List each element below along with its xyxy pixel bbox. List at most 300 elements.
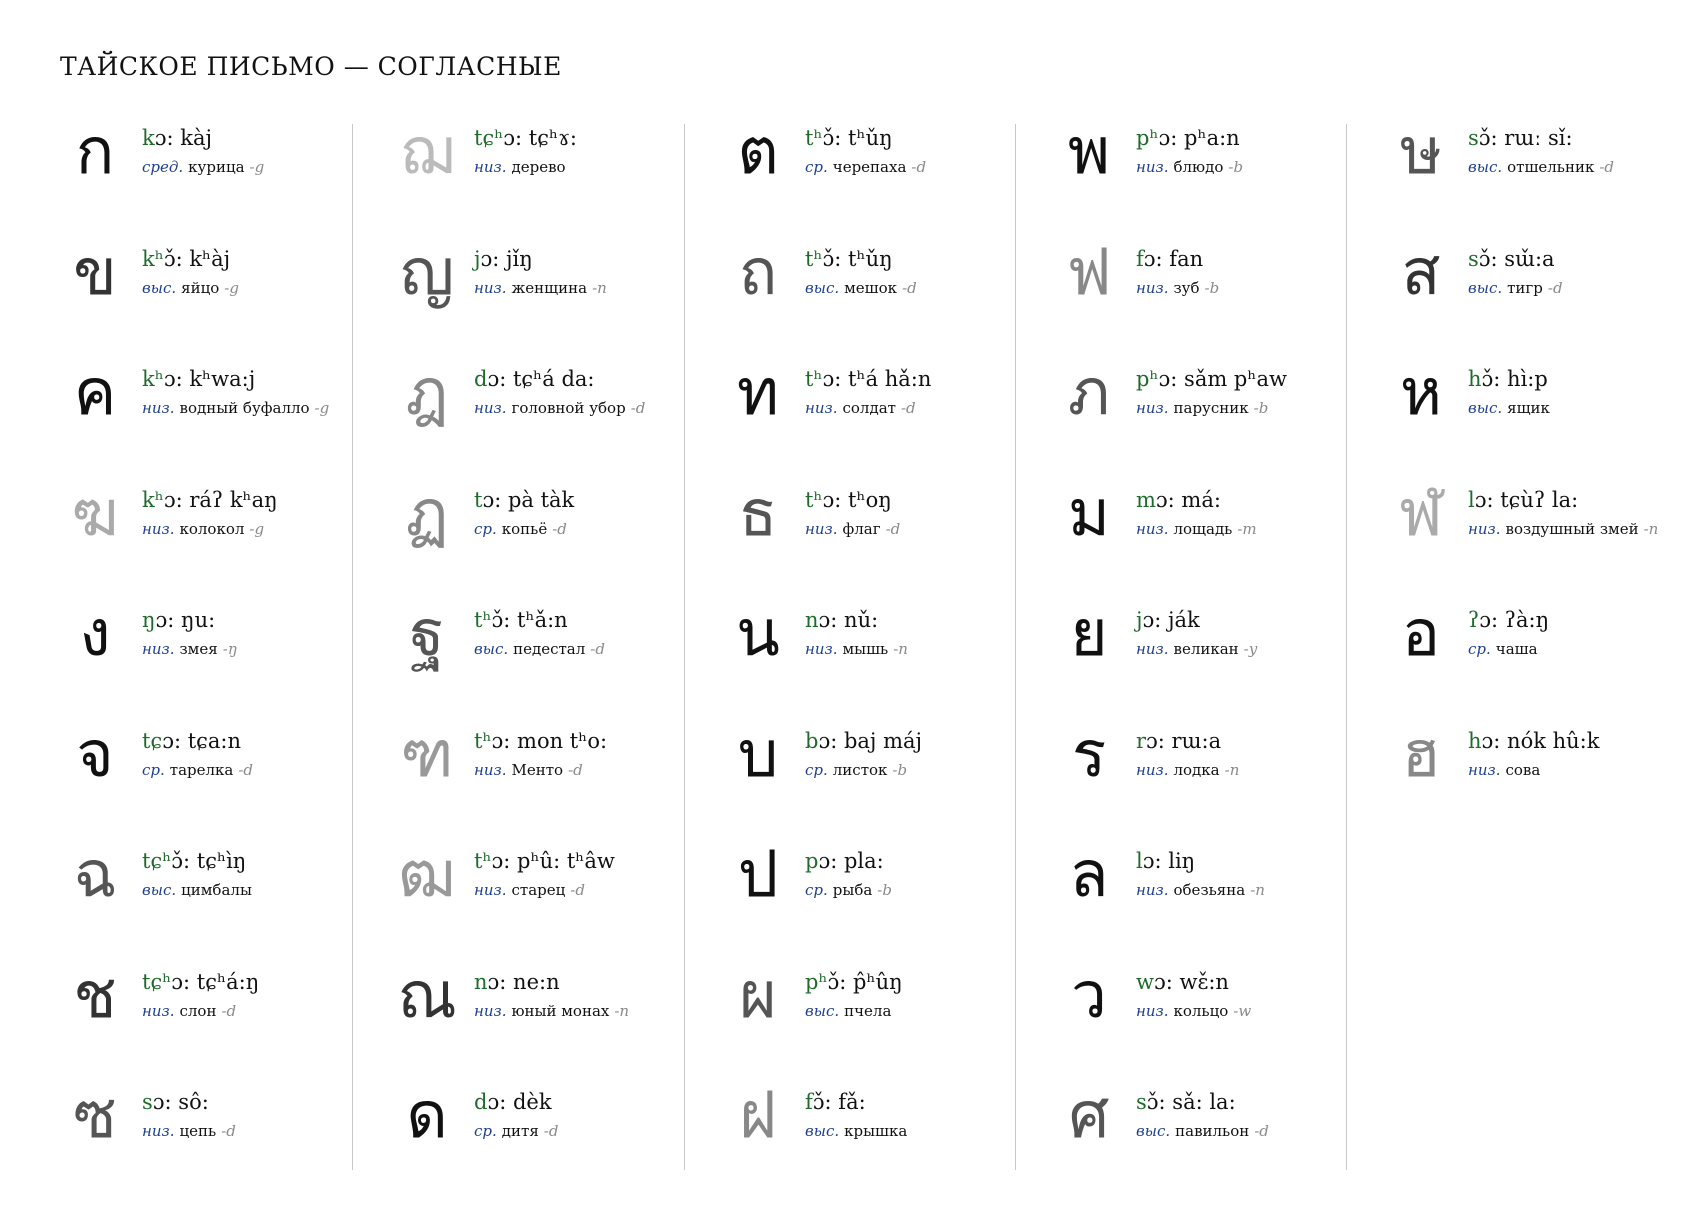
letter-name-text: ɔ̌: tʰǎ:n	[491, 608, 568, 632]
final-sound: -g	[224, 278, 239, 297]
thai-letter: ฉ	[73, 838, 117, 912]
consonant-class: низ.	[1136, 519, 1169, 538]
letter-name	[1136, 608, 1200, 632]
letter-name	[474, 849, 615, 873]
initial-sound: tʰ	[474, 849, 492, 873]
consonant-class: выс.	[142, 881, 177, 899]
consonant-entry	[60, 235, 380, 361]
meaning: педестал	[513, 640, 586, 658]
thai-letter: ล	[1069, 838, 1109, 912]
initial-sound: tʰ	[474, 608, 492, 632]
thai-letter: ศ	[1068, 1079, 1110, 1153]
consonant-entry	[392, 1079, 712, 1204]
letter-name-text: ɔ: ʔà:ŋ	[1479, 608, 1550, 632]
letter-meta	[474, 279, 607, 297]
page-title: ТАЙСКОЕ ПИСЬМО — СОГЛАСНЫЕ	[60, 52, 562, 81]
consonant-entry	[60, 717, 380, 843]
thai-letter: ง	[79, 597, 111, 671]
final-sound: -d	[630, 399, 646, 417]
initial-sound: tɕʰ	[474, 126, 504, 150]
meaning: мешок	[844, 278, 898, 297]
final-sound: -n	[592, 278, 607, 297]
meaning: крышка	[844, 1122, 908, 1140]
consonant-entry	[723, 356, 1043, 481]
consonant-entry	[60, 115, 380, 240]
letter-name-text: ɔ̌: kʰàj	[163, 246, 231, 271]
consonant-entry	[60, 958, 380, 1084]
thai-letter: ษ	[1399, 115, 1443, 189]
meaning: змея	[179, 640, 218, 658]
final-sound: -n	[614, 1001, 630, 1020]
consonant-class: низ.	[1136, 158, 1169, 176]
meaning: обезьяна	[1173, 881, 1246, 899]
consonant-entry	[723, 958, 1043, 1084]
initial-sound: s	[1468, 126, 1479, 150]
consonant-class: низ.	[1136, 278, 1169, 297]
consonant-entry	[60, 597, 380, 722]
consonant-entry	[1054, 597, 1374, 722]
letter-name-text: ɔ̌: tɕʰìŋ	[171, 849, 247, 873]
thai-letter: ฎ	[405, 356, 449, 430]
thai-letter: ฮ	[1401, 717, 1441, 792]
thai-letter: ธ	[738, 476, 778, 551]
consonant-entry	[392, 356, 712, 481]
thai-letter: ด	[406, 1079, 448, 1153]
letter-name-text: ɔ: jǐŋ	[480, 246, 533, 271]
initial-sound: p	[805, 849, 819, 873]
initial-sound: d	[474, 1090, 488, 1114]
letter-name-text: ɔ: kʰwa:j	[163, 367, 256, 391]
letter-name-text: ɔ: ráʔ kʰaŋ	[163, 487, 278, 512]
thai-letter: ผ	[739, 958, 777, 1033]
letter-name	[474, 488, 574, 512]
initial-sound: tɕ	[142, 728, 163, 753]
initial-sound: pʰ	[1136, 367, 1159, 391]
consonant-class: выс.	[474, 640, 509, 658]
thai-letter: ณ	[397, 958, 457, 1033]
initial-sound: n	[474, 969, 488, 994]
letter-name-text: ɔ̌: fǎ:	[812, 1090, 866, 1114]
consonant-class: низ.	[1136, 640, 1169, 658]
letter-name	[142, 970, 259, 994]
letter-meta	[1136, 761, 1239, 779]
consonant-class: выс.	[805, 278, 840, 297]
meaning: солдат	[842, 399, 896, 417]
letter-meta	[474, 761, 583, 779]
consonant-class: низ.	[1136, 760, 1169, 779]
letter-name-text: ɔ: fan	[1143, 246, 1204, 271]
consonant-class: низ.	[805, 399, 838, 417]
final-sound: -d	[221, 1122, 236, 1140]
letter-meta	[805, 881, 892, 899]
meaning: павильон	[1175, 1122, 1250, 1140]
letter-name-text: ɔ: má:	[1155, 487, 1221, 512]
initial-sound: s	[1136, 1090, 1147, 1114]
consonant-entry	[723, 717, 1043, 843]
letter-name-text: ɔ̌: p̂ʰûŋ	[827, 969, 903, 994]
letter-name	[1136, 488, 1221, 512]
initial-sound: m	[1136, 487, 1156, 512]
initial-sound: tɕʰ	[142, 849, 172, 873]
letter-name-text: ɔ: tɕʰɤ:	[503, 126, 578, 150]
initial-sound: kʰ	[142, 367, 164, 391]
initial-sound: tɕʰ	[142, 969, 172, 994]
letter-name	[1468, 608, 1549, 632]
consonant-entry	[1054, 1079, 1374, 1204]
letter-meta	[1468, 640, 1538, 658]
letter-name	[474, 970, 560, 994]
consonant-entry	[60, 356, 380, 481]
letter-name	[805, 488, 892, 512]
letter-meta	[474, 520, 567, 538]
final-sound: -d	[590, 640, 605, 658]
consonant-class: низ.	[805, 519, 838, 538]
letter-name	[474, 126, 577, 150]
initial-sound: kʰ	[142, 246, 164, 271]
initial-sound: t	[474, 487, 483, 512]
final-sound: -m	[1237, 519, 1257, 538]
letter-name-text: ɔ: mon tʰo:	[491, 728, 608, 753]
final-sound: -d	[221, 1001, 237, 1020]
initial-sound: k	[142, 126, 155, 150]
consonant-class: низ.	[1468, 760, 1501, 779]
consonant-class: ср.	[142, 760, 165, 779]
initial-sound: l	[1136, 849, 1143, 873]
thai-letter: ต	[737, 115, 779, 189]
consonant-class: низ.	[474, 1001, 507, 1020]
final-sound: -y	[1243, 640, 1258, 658]
meaning: парусник	[1173, 399, 1249, 417]
letter-name	[1468, 488, 1578, 512]
letter-name	[474, 1090, 552, 1114]
letter-name	[805, 608, 878, 632]
meaning: мышь	[842, 640, 889, 658]
letter-name-text: ɔ: tɕùʔ la:	[1474, 487, 1579, 512]
thai-letter: ซ	[73, 1079, 117, 1153]
meaning: ящик	[1507, 399, 1550, 417]
initial-sound: tʰ	[805, 367, 823, 391]
initial-sound: kʰ	[142, 487, 164, 512]
final-sound: -d	[885, 519, 901, 538]
meaning: цепь	[179, 1122, 217, 1140]
consonant-entry	[392, 958, 712, 1084]
consonant-class: низ.	[142, 1001, 175, 1020]
consonant-class: низ.	[474, 278, 507, 297]
thai-letter: บ	[737, 717, 779, 792]
thai-letter: ค	[73, 356, 117, 430]
meaning: тигр	[1507, 278, 1543, 297]
letter-name	[142, 608, 215, 632]
consonant-class: низ.	[1136, 1001, 1169, 1020]
thai-letter: ว	[1071, 958, 1107, 1033]
meaning: женщина	[511, 278, 588, 297]
meaning: колокол	[179, 519, 245, 538]
consonant-entry	[1054, 356, 1374, 481]
letter-meta	[1136, 881, 1265, 899]
consonant-class: ср.	[474, 519, 497, 538]
letter-name	[142, 849, 246, 873]
consonant-entry	[392, 115, 712, 240]
thai-letter: ฏ	[405, 476, 449, 551]
thai-letter: น	[736, 597, 780, 671]
final-sound: -d	[568, 760, 583, 779]
letter-meta	[805, 399, 916, 417]
letter-name	[1468, 247, 1555, 271]
meaning: флаг	[842, 519, 881, 538]
final-sound: -d	[902, 278, 917, 297]
meaning: лощадь	[1173, 519, 1233, 538]
letter-meta	[1468, 158, 1614, 176]
final-sound: -d	[552, 519, 567, 538]
consonant-entry	[723, 1079, 1043, 1204]
initial-sound: tʰ	[474, 728, 492, 753]
thai-letter: ข	[73, 235, 117, 310]
consonant-class: выс.	[142, 278, 177, 297]
letter-meta	[805, 640, 908, 658]
initial-sound: s	[1468, 246, 1479, 271]
initial-sound: j	[474, 246, 481, 271]
meaning: сова	[1505, 760, 1541, 779]
thai-letter: จ	[76, 717, 114, 792]
final-sound: -n	[1643, 519, 1659, 538]
letter-name-text: ɔ̌: tʰǔŋ	[822, 246, 893, 271]
consonant-class: выс.	[1468, 399, 1503, 417]
consonant-entry	[723, 597, 1043, 722]
consonant-class: выс.	[1468, 278, 1503, 297]
meaning: дитя	[501, 1122, 539, 1140]
letter-name-text: ɔ: tʰoŋ	[822, 487, 892, 512]
initial-sound: tʰ	[805, 246, 823, 271]
consonant-entry	[392, 597, 712, 722]
consonant-entry	[60, 476, 380, 602]
meaning: чаша	[1495, 640, 1538, 658]
consonant-class: ср.	[1468, 640, 1491, 658]
thai-letter: ย	[1070, 597, 1108, 671]
thai-letter: ท	[736, 356, 780, 430]
letter-meta	[1136, 1122, 1269, 1140]
letter-name	[474, 729, 607, 753]
letter-meta	[474, 399, 645, 417]
letter-meta	[474, 158, 566, 176]
consonant-entry	[1054, 958, 1374, 1084]
thai-letter: ร	[1071, 717, 1107, 792]
final-sound: -d	[1599, 158, 1615, 176]
thai-letter: ฑ	[400, 717, 454, 792]
letter-name	[142, 1090, 209, 1114]
final-sound: -ŋ	[222, 640, 238, 658]
meaning: пчела	[844, 1001, 892, 1020]
initial-sound: pʰ	[805, 969, 828, 994]
letter-name-text: ɔ: baj máj	[818, 728, 923, 753]
letter-name-text: ɔ: sǎm pʰaw	[1158, 367, 1287, 391]
letter-meta	[805, 1122, 907, 1140]
letter-meta	[142, 881, 252, 899]
consonant-class: ср.	[805, 881, 828, 899]
thai-letter: ญ	[399, 235, 455, 310]
letter-name	[142, 729, 241, 753]
letter-meta	[142, 158, 264, 176]
consonant-class: низ.	[142, 1122, 175, 1140]
thai-letter: ฌ	[399, 115, 455, 189]
consonant-class: выс.	[1136, 1122, 1171, 1140]
final-sound: -g	[249, 519, 265, 538]
thai-letter: ฒ	[398, 838, 456, 912]
thai-letter: ป	[737, 838, 779, 912]
meaning: кольцо	[1173, 1001, 1229, 1020]
letter-meta	[1136, 158, 1243, 176]
letter-name	[1136, 970, 1229, 994]
letter-name-text: ɔ̌: tʰǔŋ	[822, 126, 893, 150]
letter-meta	[1468, 399, 1550, 417]
thai-letter: อ	[1401, 597, 1441, 671]
consonant-class: ср.	[474, 1122, 497, 1140]
consonant-class: низ.	[142, 399, 175, 417]
meaning: водный буфалло	[179, 399, 310, 417]
letter-meta	[805, 761, 907, 779]
letter-name	[1468, 367, 1548, 391]
letter-name	[142, 367, 255, 391]
initial-sound: pʰ	[1136, 126, 1159, 150]
final-sound: -b	[1204, 278, 1220, 297]
letter-name	[805, 1090, 866, 1114]
initial-sound: h	[1468, 728, 1482, 753]
letter-name-text: ɔ: tɕʰá:ŋ	[171, 969, 260, 994]
letter-name-text: ɔ: rɯ:a	[1146, 728, 1222, 753]
letter-meta	[474, 1002, 629, 1020]
thai-letter: ห	[1399, 356, 1443, 430]
letter-name	[474, 608, 568, 632]
letter-name	[142, 247, 230, 271]
meaning: яйцо	[181, 278, 220, 297]
meaning: зуб	[1173, 278, 1200, 297]
final-sound: -d	[238, 760, 254, 779]
letter-meta	[142, 1122, 236, 1140]
letter-name-text: ɔ: tʰá hǎ:n	[822, 367, 932, 391]
consonant-entry	[1386, 356, 1684, 481]
meaning: юный монах	[511, 1001, 610, 1020]
final-sound: -g	[249, 158, 265, 176]
initial-sound: f	[1136, 246, 1144, 271]
consonant-class: низ.	[1468, 519, 1501, 538]
consonant-class: низ.	[142, 519, 175, 538]
letter-name-text: ɔ: pʰû: tʰâw	[491, 849, 615, 873]
meaning: отшельник	[1507, 158, 1595, 176]
letter-meta	[142, 520, 264, 538]
letter-name-text: ɔ: pla:	[818, 849, 884, 873]
letter-name	[142, 488, 278, 512]
consonant-entry	[1386, 115, 1684, 240]
consonant-class: выс.	[1468, 158, 1503, 176]
final-sound: -d	[1547, 278, 1563, 297]
letter-name-text: ɔ: pʰa:n	[1158, 126, 1240, 150]
initial-sound: f	[805, 1090, 813, 1114]
letter-name-text: ɔ: kàj	[154, 126, 213, 150]
initial-sound: n	[805, 608, 819, 632]
letter-name-text: ɔ: ŋu:	[155, 608, 216, 632]
consonant-entry	[1054, 717, 1374, 843]
consonant-class: низ.	[805, 640, 838, 658]
initial-sound: tʰ	[805, 487, 823, 512]
letter-name	[1136, 367, 1287, 391]
letter-meta	[142, 640, 237, 658]
thai-letter: ส	[1401, 235, 1441, 310]
letter-name	[805, 126, 893, 150]
consonant-entry	[392, 838, 712, 963]
letter-name-text: ɔ: tɕa:n	[162, 728, 242, 753]
letter-meta	[805, 279, 917, 297]
consonant-class: низ.	[474, 881, 507, 899]
letter-name	[1468, 729, 1599, 753]
letter-name-text: ɔ̌: sǎ: la:	[1146, 1090, 1236, 1114]
letter-meta	[474, 881, 585, 899]
meaning: головной убор	[511, 399, 626, 417]
thai-letter: ฐ	[409, 597, 445, 671]
initial-sound: h	[1468, 367, 1482, 391]
consonant-class: сред.	[142, 158, 184, 176]
meaning: черепаха	[832, 158, 907, 176]
letter-meta	[1136, 399, 1268, 417]
meaning: листок	[832, 760, 888, 779]
consonant-entry	[1054, 115, 1374, 240]
final-sound: -d	[570, 881, 585, 899]
letter-meta	[474, 1122, 558, 1140]
final-sound: -b	[1228, 158, 1244, 176]
initial-sound: d	[474, 367, 488, 391]
consonant-entry	[723, 838, 1043, 963]
letter-name-text: ɔ: tɕʰá da:	[487, 367, 595, 391]
consonant-entry	[723, 476, 1043, 602]
letter-name	[142, 126, 212, 150]
meaning: великан	[1173, 640, 1239, 658]
consonant-class: ср.	[805, 158, 828, 176]
letter-meta	[1136, 520, 1257, 538]
meaning: старец	[511, 881, 566, 899]
initial-sound: j	[1136, 608, 1143, 632]
final-sound: -g	[314, 399, 330, 417]
letter-meta	[805, 1002, 891, 1020]
letter-meta	[1468, 761, 1540, 779]
consonant-class: выс.	[805, 1001, 840, 1020]
letter-name-text: ɔ: dèk	[487, 1090, 552, 1114]
letter-name-text: ɔ: sô:	[152, 1090, 209, 1114]
letter-name	[1136, 247, 1203, 271]
consonant-entry	[1386, 235, 1684, 361]
consonant-class: ср.	[805, 760, 828, 779]
initial-sound: tʰ	[805, 126, 823, 150]
letter-name	[474, 247, 533, 271]
letter-meta	[142, 761, 253, 779]
letter-name	[805, 849, 884, 873]
letter-name-text: ɔ: ne:n	[487, 969, 560, 994]
thai-letter: ฝ	[739, 1079, 777, 1153]
thai-letter: ภ	[1067, 356, 1111, 430]
final-sound: -n	[893, 640, 908, 658]
initial-sound: l	[1468, 487, 1475, 512]
consonant-class: низ.	[1136, 881, 1169, 899]
consonant-class: низ.	[474, 760, 507, 779]
letter-meta	[1468, 520, 1658, 538]
letter-meta	[474, 640, 605, 658]
final-sound: -d	[911, 158, 927, 176]
letter-name-text: ɔ: pà tàk	[482, 487, 575, 512]
thai-letter: ฟ	[1066, 235, 1112, 310]
meaning: Менто	[511, 760, 564, 779]
consonant-class: низ.	[474, 158, 507, 176]
letter-meta	[1468, 279, 1563, 297]
consonant-entry	[392, 476, 712, 602]
letter-name-text: ɔ: liŋ	[1142, 849, 1196, 873]
letter-name-text: ɔ: nǔ:	[818, 608, 879, 632]
